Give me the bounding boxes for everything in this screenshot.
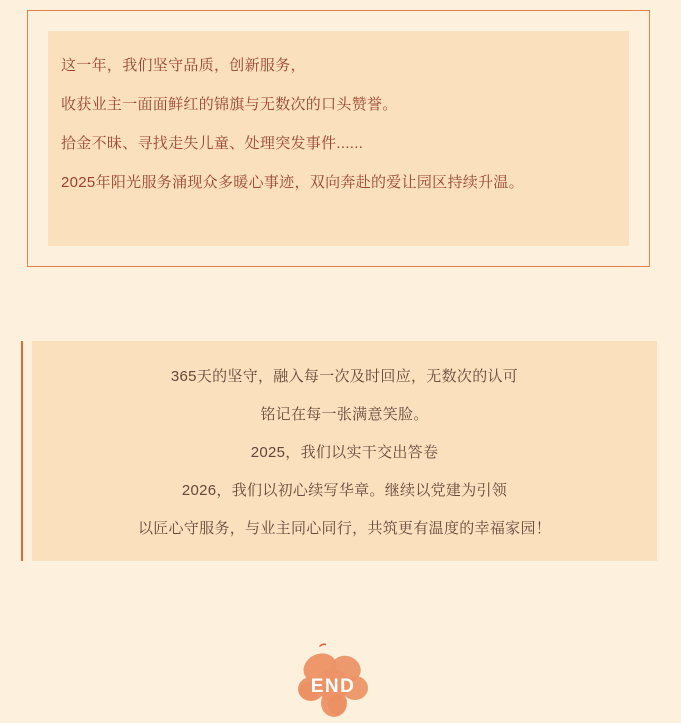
end-label: END <box>310 676 355 697</box>
end-badge-row <box>0 642 681 720</box>
quality-summary-panel <box>48 31 629 246</box>
paragraph-line: 2025年阳光服务涌现众多暖心事迹，双向奔赴的爱让园区持续升温。 <box>61 174 524 191</box>
paragraph-line: 以匠心守服务，与业主同心同行，共筑更有温度的幸福家园！ <box>137 520 552 537</box>
year-summary-section <box>32 341 657 561</box>
paragraph-line: 365天的坚守，融入每一次及时回应，无数次的认可 <box>170 368 519 385</box>
paragraph-line: 铭记在每一张满意笑脸。 <box>260 406 429 423</box>
left-accent-line <box>21 341 23 561</box>
paragraph-line: 2025，我们以实干交出答卷 <box>250 444 439 461</box>
paragraph-line: 收获业主一面面鲜红的锦旗与无数次的口头赞誉。 <box>61 96 398 113</box>
paragraph-line: 拾金不昧、寻找走失儿童、处理突发事件...... <box>61 135 364 152</box>
paragraph-line: 这一年，我们坚守品质，创新服务， <box>61 57 306 74</box>
quality-summary-card <box>27 10 650 267</box>
paragraph-line: 2026，我们以初心续写华章。继续以党建为引领 <box>181 482 508 499</box>
flower-icon <box>291 642 375 720</box>
end-badge <box>291 642 375 720</box>
